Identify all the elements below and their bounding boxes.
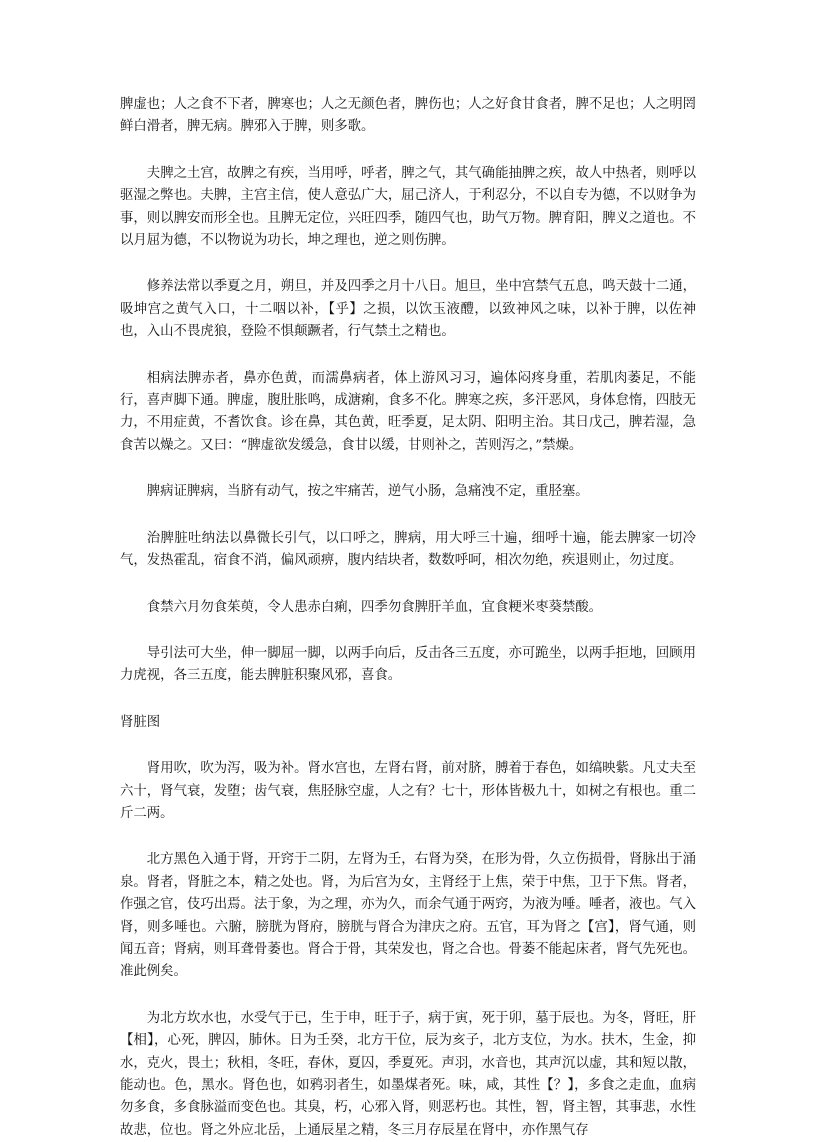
paragraph-spleen-cultivation: 修养法常以季夏之月，朔旦，并及四季之月十八日。旭旦，坐中宫禁气五息，鸣天鼓十二通，吸坤宫之黄气入口，十二咽以补，【乎】之损，以饮玉液醴，以致神风之味，以补于脾，以佐神也，入山不畏虎狼，登险不惧颠蹶者，行气禁土之精也。 — [120, 279, 696, 340]
section-heading-kidney: 肾脏图 — [120, 714, 161, 730]
paragraph-kidney-north: 北方黑色入通于肾，开窍于二阴，左肾为壬，右肾为癸，在形为骨，久立伤损骨，肾脉出于涌泉。肾者，肾脏之本，精之处也。肾，为后宫为女，主肾经于上焦，荣于中焦，卫于下焦。肾者，作强之官，伎巧出焉。法于象，为之理，亦为久，而余气通于两窍，为液为唾。唾者，液也。气入肾，则多唾也。六腑，膀胱为肾府，膀胱与肾合为津庆之府。五官，耳为肾之【宫】，肾气通，则闻五音；肾病，则耳聋骨萎也。肾合于骨，其荣发也，肾之合也。骨萎不能起床者，肾气先死也。准此例矣。 — [120, 852, 696, 980]
paragraph-spleen-daoyin: 导引法可大坐，伸一脚屈一脚，以两手向后，反击各三五度，亦可跪坐，以两手拒地，回顾用力虎视，各三五度，能去脾脏积聚风邪，喜食。 — [120, 645, 696, 684]
paragraph-spleen-symptoms: 脾虚也；人之食不下者，脾寒也；人之无颜色者，脾伤也；人之好食甘食者，脾不足也；人之明罔鲜白滑者，脾无病。脾邪入于脾，则多歌。 — [120, 97, 696, 135]
paragraph-spleen-disease-signs: 脾病证脾病，当脐有动气，按之牢痛苦，逆气小肠，急痛洩不定，重胫塞。 — [146, 484, 589, 500]
paragraph-kidney-water: 为北方坎水也，水受气于已，生于申，旺于子，病于寅，死于卯，墓于辰也。为冬，肾旺，肝【相】，心死，脾囚，肺休。日为壬癸，北方干位，辰为亥子，北方支位，为水。扶木，生金，抑水，克火，畏土；秋相，冬旺，春休，夏囚，季夏死。声羽，水音也，其声沉以虚，其和短以散，能动也。色，黑水。肾色也，如鸦羽者生，如墨煤者死。味，咸，其性【？】，多食之走血，血病勿多食，多食脉溢而变色也。其臭，朽，心邪入肾，则恶朽也。其性，智，肾主智，其事悲，水性故悲，位也。肾之外应北岳，上通辰星之精，冬三月存辰星在肾中，亦作黑气存 — [120, 1010, 696, 1138]
paragraph-spleen-diagnosis: 相病法脾赤者，鼻亦色黄，而濡鼻病者，体上游风习习，遍体闷疼身重，若肌肉萎足，不能行，喜声脚下通。脾虚，腹肚胀鸣，成溏痢，食多不化。脾寒之疾，多汗恶风，身体怠惰，四肢无力，不用症黄，不耆饮食。诊在鼻，其色黄，旺季夏，足太阴、阳明主治。其日戊己，脾若湿，急食苦以燥之。又曰：“脾虚欲发缓急，食甘以缓，甘则补之，苦则泻之，”禁燥。 — [120, 370, 696, 453]
paragraph-spleen-palace: 夫脾之土宫，故脾之有疾，当用呼，呼者，脾之气，其气确能抽脾之疾，故人中热者，则呼以驱湿之弊也。夫脾，主宫主信，使人意弘广大，屈己济人，于利忍分，不以自专为德，不以财争为事，则以脾安而形全也。且脾无定位，兴旺四季，随四气也，助气万物。脾育阳，脾义之道也。不以月屈为德，不以物说为功长，坤之理也，逆之则伤脾。 — [120, 165, 696, 249]
paragraph-spleen-food-taboo: 食禁六月勿食茱萸，令人患赤白痢，四季勿食脾肝羊血，宜食粳米枣葵禁酸。 — [146, 599, 603, 615]
paragraph-spleen-breathing-method: 治脾脏吐纳法以鼻微长引气，以口呼之，脾病，用大呼三十遍，细呼十遍，能去脾家一切冷气，发热霍乱，宿食不消，偏风顽痹，腹内结块者，数数呼呵，相次勿绝，疾退则止，勿过度。 — [120, 530, 696, 569]
paragraph-kidney-intro: 肾用吹，吹为泻，吸为补。肾水宫也，左肾右肾，前对脐，膊着于春色，如缟映紫。凡丈夫至六十，肾气衰，发堕；齿气衰，焦胫脉空虚，人之有？七十，形体皆极九十，如树之有根也。重二斤二两。 — [120, 761, 696, 821]
